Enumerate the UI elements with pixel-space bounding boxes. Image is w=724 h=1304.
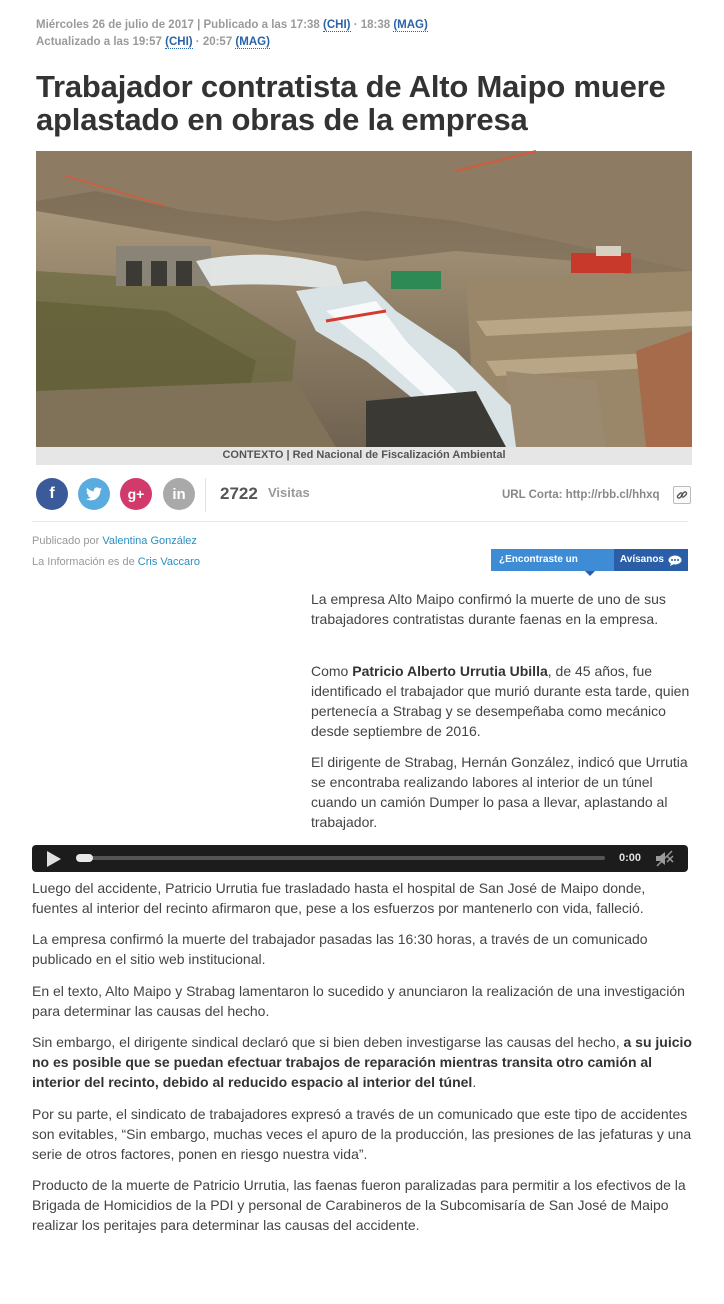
- paragraph-text: Sin embargo, el dirigente sindical declaró que si bien deben investigarse las causas del hecho,: [32, 1034, 624, 1050]
- twitter-icon: [86, 487, 102, 501]
- timezone-chi-link[interactable]: (CHI): [323, 19, 351, 31]
- update-timezone-chi-link[interactable]: (CHI): [165, 36, 193, 48]
- publish-time-mag: · 18:38: [350, 19, 394, 31]
- article-paragraph: En el texto, Alto Maipo y Strabag lamentaron lo sucedido y anunciaron la realización de una investigación para determinar las causas del hecho.: [32, 983, 685, 1019]
- article-meta: [36, 17, 428, 51]
- play-icon[interactable]: [47, 851, 61, 867]
- volume-muted-icon[interactable]: [654, 850, 674, 867]
- quote-highlight: a su juicio no es posible que se puedan efectuar trabajos de reparación mientras transita otro camión al interior del recinto, debido al reducido espacio al interior del túnel: [32, 1034, 692, 1090]
- article-paragraph: La empresa Alto Maipo confirmó la muerte de uno de sus trabajadores contratistas durante faenas en la empresa.: [311, 591, 666, 627]
- paragraph-text: Como: [311, 663, 353, 679]
- report-error-action-label: Avísanos: [619, 554, 664, 565]
- update-timezone-mag-link[interactable]: (MAG): [235, 36, 270, 48]
- audio-player: [32, 845, 688, 872]
- photo-caption: CONTEXTO | Red Nacional de Fiscalización Ambiental: [36, 447, 692, 465]
- report-error-pointer: [585, 571, 595, 576]
- report-error-question: ¿Encontraste un error?: [491, 549, 614, 571]
- share-divider: [205, 478, 206, 512]
- update-line: [36, 34, 428, 51]
- author-link[interactable]: Valentina González: [102, 535, 197, 547]
- article-paragraph: El dirigente de Strabag, Hernán González, indicó que Urrutia se encontraba realizando labores al interior de un túnel cuando un camión Dumper lo pasa a llevar, aplastando al trabajador.: [311, 754, 688, 830]
- article-paragraph: [311, 661, 691, 741]
- paragraph-text: , de 45 años, fue identificado el trabajador que murió durante esta tarde, quien pertenecía a Strabag y se desempeñaba como mecánico desde septiembre de 2016.: [311, 663, 690, 739]
- facebook-share-button[interactable]: [36, 478, 68, 510]
- info-source-label: La Información es de: [32, 556, 135, 568]
- article-paragraph: Luego del accidente, Patricio Urrutia fue trasladado hasta el hospital de San José de Maipo donde, fuentes al interior del recinto afirmaron que, pese a los esfuerzos por mantenerlo con vida, falleció.: [32, 880, 646, 916]
- victim-name: Patricio Alberto Urrutia Ubilla: [352, 663, 548, 679]
- article-paragraph: [32, 1032, 692, 1092]
- article-paragraph: Producto de la muerte de Patricio Urrutia, las faenas fueron paralizadas para permitir a los efectivos de la Brigada de Homicidios de la PDI y personal de Carabineros de la Subcomisaría de San José de Maipo realizar los peritajes para determinar las causas del accidente.: [32, 1177, 686, 1233]
- report-error-action: [614, 549, 688, 571]
- copy-link-button[interactable]: [673, 486, 691, 504]
- share-bar-divider: [32, 521, 688, 522]
- timezone-mag-link[interactable]: (MAG): [393, 19, 428, 31]
- googleplus-share-button[interactable]: [120, 478, 152, 510]
- linkedin-share-button[interactable]: [163, 478, 195, 510]
- googleplus-icon: g+: [127, 486, 145, 502]
- short-url[interactable]: URL Corta: http://rbb.cl/hhxq: [502, 489, 660, 501]
- publish-line: [36, 17, 428, 34]
- publish-date: Miércoles 26 de julio de 2017 | Publicado a las 17:38: [36, 19, 320, 31]
- article-headline: Trabajador contratista de Alto Maipo muere aplastado en obras de la empresa: [36, 69, 666, 137]
- chain-link-icon: [676, 489, 688, 501]
- published-by: [32, 535, 197, 547]
- visits-count: 2722: [220, 484, 258, 503]
- twitter-share-button[interactable]: [78, 478, 110, 510]
- article-paragraph: Por su parte, el sindicato de trabajadores expresó a través de un comunicado que este tipo de accidentes son evitables, “Sin embargo, muchas veces el apuro de la producción, las presiones de las jefaturas y una serie de otros factores, ponen en riesgo nuestra vida”.: [32, 1106, 692, 1162]
- article-photo: [36, 151, 692, 447]
- audio-progress-knob[interactable]: [76, 854, 93, 862]
- article-paragraph: La empresa confirmó la muerte del trabajador pasadas las 16:30 horas, a través de un comunicado publicado en el sitio web institucional.: [32, 931, 648, 967]
- visits-label: Visitas: [268, 485, 310, 500]
- update-time-mag: · 20:57: [192, 36, 236, 48]
- construction-site-image: [36, 151, 692, 447]
- info-source-link[interactable]: Cris Vaccaro: [137, 556, 200, 568]
- report-error-button[interactable]: [491, 549, 688, 587]
- facebook-icon: f: [49, 485, 55, 502]
- information-source: [32, 556, 200, 568]
- linkedin-icon: in: [172, 485, 186, 503]
- update-time: Actualizado a las 19:57: [36, 36, 166, 48]
- audio-time: 0:00: [619, 852, 642, 864]
- speech-bubble-icon: [668, 555, 682, 566]
- paragraph-text: .: [472, 1074, 477, 1090]
- published-by-label: Publicado por: [32, 535, 100, 547]
- audio-progress-track[interactable]: [77, 856, 605, 860]
